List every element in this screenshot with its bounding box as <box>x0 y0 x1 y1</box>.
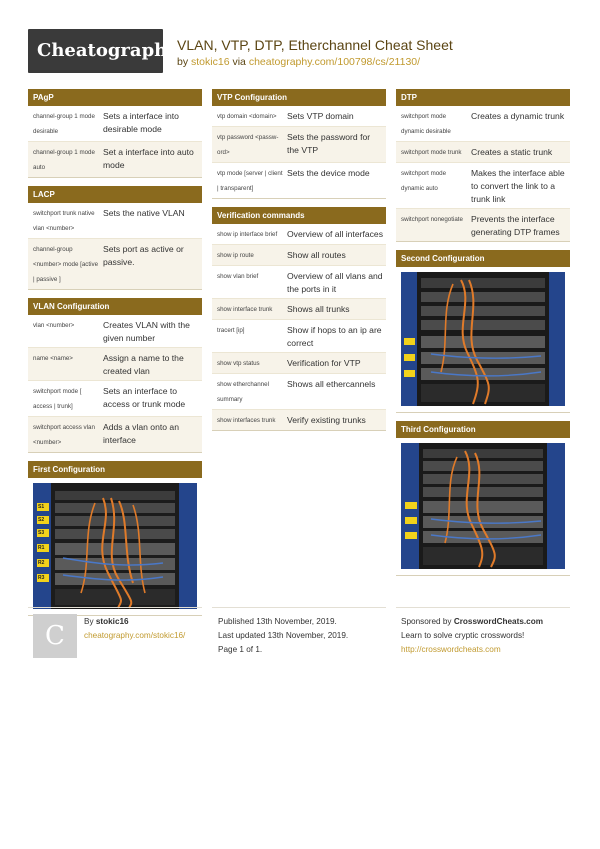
command-cell: channel-group <number> mode [active | passive ] <box>33 246 99 283</box>
table-row <box>28 315 202 348</box>
description-cell: Overview of all vlans and the ports in it <box>287 271 383 294</box>
published-date: Published 13th November, 2019. <box>218 617 337 626</box>
logo-text: Cheatography <box>37 40 178 61</box>
description-cell: Assign a name to the created vlan <box>103 353 184 376</box>
description-cell: Sets the password for the VTP <box>287 132 371 155</box>
column-2 <box>212 89 386 439</box>
page-title: VLAN, VTP, DTP, Etherchannel Cheat Sheet <box>177 37 453 53</box>
rack-label: S3 <box>38 530 45 536</box>
rack-label: R3 <box>38 575 45 581</box>
description-cell: Set a interface into auto mode <box>103 147 194 170</box>
command-cell: switchport trunk native vlan <number> <box>33 210 95 232</box>
table-row <box>212 106 386 127</box>
description-cell: Creates VLAN with the given number <box>103 320 190 343</box>
image-container <box>396 267 570 413</box>
section-third-configuration <box>396 421 570 576</box>
section-body <box>212 224 386 431</box>
command-cell: show vlan brief <box>217 273 259 280</box>
sponsor-link[interactable]: http://crosswordcheats.com <box>401 645 501 654</box>
author-avatar[interactable] <box>33 614 77 658</box>
table-row <box>28 106 202 142</box>
command-cell: switchport access vlan <number> <box>33 424 95 446</box>
description-cell: Shows all ethercannels <box>287 379 376 389</box>
sponsor-line <box>401 615 543 628</box>
table-row <box>212 299 386 320</box>
section-title: VLAN Configuration <box>28 298 202 315</box>
command-cell: switchport mode trunk <box>401 149 462 156</box>
description-cell: Sets the native VLAN <box>103 208 185 218</box>
command-cell: vtp password <passw-ord> <box>217 134 279 156</box>
table-row <box>212 127 386 163</box>
section-vtp-configuration <box>212 89 386 199</box>
section-second-configuration <box>396 250 570 413</box>
section-first-configuration <box>28 461 202 616</box>
section-title: VTP Configuration <box>212 89 386 106</box>
sponsor-url[interactable] <box>401 643 501 656</box>
table-row <box>212 163 386 198</box>
section-title: Third Configuration <box>396 421 570 438</box>
command-cell: vtp domain <domain> <box>217 113 277 120</box>
table-row <box>212 224 386 245</box>
table-row <box>28 203 202 239</box>
description-cell: Overview of all interfaces <box>287 229 383 239</box>
description-cell: Makes the interface able to convert the link to a trunk link <box>471 168 565 204</box>
command-cell: show interfaces trunk <box>217 417 276 424</box>
section-vlan-configuration <box>28 298 202 453</box>
table-row <box>28 239 202 289</box>
image-container <box>28 478 202 616</box>
command-cell: show ip route <box>217 252 254 259</box>
rack-photo-illustration <box>401 443 565 569</box>
command-cell: channel-group 1 mode desirable <box>33 113 95 135</box>
rack-label: R1 <box>38 545 45 551</box>
footer-divider <box>396 607 570 608</box>
command-cell: show vtp status <box>217 360 260 367</box>
author-link[interactable]: stokic16 <box>191 56 230 68</box>
section-title: First Configuration <box>28 461 202 478</box>
rack-label: R2 <box>38 560 45 566</box>
rack-photo-illustration <box>401 272 565 406</box>
avatar-letter: C <box>45 621 65 651</box>
rack-label: S2 <box>38 517 45 523</box>
column-1 <box>28 89 202 624</box>
rack-photo <box>33 483 197 609</box>
rack-photo-illustration <box>33 483 197 609</box>
table-row <box>212 245 386 266</box>
section-title: Verification commands <box>212 207 386 224</box>
section-body <box>212 106 386 199</box>
table-row <box>28 142 202 177</box>
description-cell: Show all routes <box>287 250 346 260</box>
section-body <box>28 106 202 178</box>
command-cell: switchport mode [ access | trunk] <box>33 388 82 410</box>
sponsor-name[interactable]: CrosswordCheats.com <box>453 617 543 626</box>
command-cell: show ip interface brief <box>217 231 278 238</box>
description-cell: Sets an interface to access or trunk mode <box>103 386 186 409</box>
footer-author <box>84 615 129 628</box>
description-cell: Sets the device mode <box>287 168 370 178</box>
byline-by: by <box>177 56 189 68</box>
table-row <box>28 417 202 452</box>
command-cell: show interface trunk <box>217 306 273 313</box>
sheet-url-link[interactable]: cheatography.com/100798/cs/21130/ <box>248 56 421 68</box>
section-body <box>396 106 570 242</box>
command-cell: vtp mode [server | client | transparent] <box>217 170 283 192</box>
section-title: PAgP <box>28 89 202 106</box>
byline-via: via <box>232 56 246 68</box>
section-dtp <box>396 89 570 242</box>
section-verification-commands <box>212 207 386 431</box>
section-body <box>28 315 202 453</box>
description-cell: Creates a static trunk <box>471 147 553 157</box>
table-row <box>28 381 202 417</box>
rack-photo <box>401 272 565 406</box>
section-lacp <box>28 186 202 290</box>
footer-author-url[interactable] <box>84 629 185 642</box>
footer-by: By <box>84 617 94 626</box>
footer-author-name[interactable]: stokic16 <box>95 617 129 626</box>
description-cell: Show if hops to an ip are correct <box>287 325 382 348</box>
description-cell: Prevents the interface generating DTP frames <box>471 214 560 237</box>
description-cell: Sets a interface into desirable mode <box>103 111 179 134</box>
description-cell: Adds a vlan onto an interface <box>103 422 179 445</box>
table-row <box>396 163 570 209</box>
table-row <box>212 266 386 299</box>
command-cell: switchport mode dynamic desirable <box>401 113 451 135</box>
section-title: DTP <box>396 89 570 106</box>
footer-divider <box>212 607 386 608</box>
column-3 <box>396 89 570 584</box>
author-profile-link[interactable]: cheatography.com/stokic16/ <box>84 631 186 640</box>
description-cell: Sets port as active or passive. <box>103 244 184 267</box>
command-cell: name <name> <box>33 355 73 362</box>
command-cell: show etherchannel summary <box>217 381 269 403</box>
table-row <box>212 353 386 374</box>
image-container <box>396 438 570 576</box>
sponsor-prefix: Sponsored by <box>401 617 452 626</box>
description-cell: Creates a dynamic trunk <box>471 111 565 121</box>
byline <box>177 56 420 68</box>
command-cell: tracert [ip] <box>217 327 245 334</box>
updated-date: Last updated 13th November, 2019. <box>218 631 349 640</box>
section-pagp <box>28 89 202 178</box>
table-row <box>396 142 570 163</box>
rack-label: S1 <box>38 504 45 510</box>
table-row <box>212 320 386 353</box>
table-row <box>212 374 386 410</box>
section-title: LACP <box>28 186 202 203</box>
command-cell: switchport mode dynamic auto <box>401 170 447 192</box>
description-cell: Verification for VTP <box>287 358 361 368</box>
table-row <box>212 410 386 430</box>
cheatography-logo[interactable] <box>28 29 178 73</box>
command-cell: channel-group 1 mode auto <box>33 149 95 171</box>
table-row <box>396 209 570 241</box>
section-body <box>28 203 202 290</box>
description-cell: Sets VTP domain <box>287 111 354 121</box>
table-row <box>396 106 570 142</box>
command-cell: vlan <number> <box>33 322 75 329</box>
table-row <box>28 348 202 381</box>
description-cell: Shows all trunks <box>287 304 350 314</box>
page-number: Page 1 of 1. <box>218 645 263 654</box>
section-title: Second Configuration <box>396 250 570 267</box>
sponsor-tagline: Learn to solve cryptic crosswords! <box>401 631 525 640</box>
command-cell: switchport nonegotiate <box>401 216 463 223</box>
rack-photo <box>401 443 565 569</box>
footer-divider <box>28 607 202 608</box>
description-cell: Verify existing trunks <box>287 415 366 425</box>
